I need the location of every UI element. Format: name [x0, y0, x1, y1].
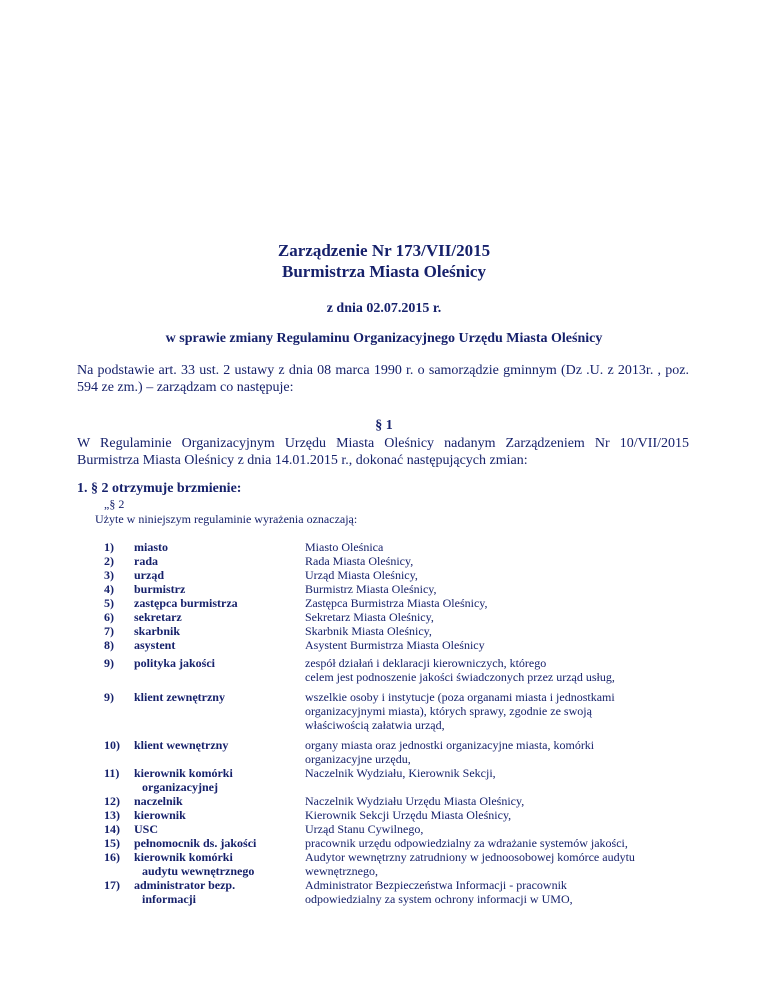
- definition-row: [104, 850, 704, 878]
- definition-term-line: skarbnik: [134, 624, 181, 638]
- definition-description-line: Rada Miasta Oleśnicy,: [305, 554, 414, 568]
- definition-term-line: audytu wewnętrznego: [142, 864, 255, 878]
- definition-description-line: celem jest podnoszenie jakości świadczonych przez urząd usług,: [305, 670, 615, 684]
- definition-number: 15): [104, 836, 120, 850]
- definition-term-line: klient wewnętrzny: [134, 738, 229, 752]
- definition-term-line: USC: [134, 822, 159, 836]
- definition-term-line: miasto: [134, 540, 168, 554]
- definition-description: [305, 624, 704, 638]
- definition-term-line: kierownik komórki: [134, 766, 233, 780]
- definition-description-line: właściwością załatwia urząd,: [305, 718, 445, 732]
- document-date: z dnia 02.07.2015 r.: [326, 301, 442, 316]
- definition-term: [134, 624, 305, 638]
- definition-description: [305, 596, 704, 610]
- definition-term-line: pełnomocnik ds. jakości: [134, 836, 257, 850]
- definition-description-line: Burmistrz Miasta Oleśnicy,: [305, 582, 437, 596]
- definition-term: [134, 690, 305, 732]
- definition-description-line: Naczelnik Wydziału, Kierownik Sekcji,: [305, 766, 496, 780]
- definition-row: [104, 582, 704, 596]
- definition-row: [104, 610, 704, 624]
- definition-term-line: rada: [134, 554, 158, 568]
- definition-number: 5): [104, 596, 114, 610]
- definition-term: [134, 568, 305, 582]
- item-1-quote: „§ 2: [104, 497, 125, 511]
- definition-description: [305, 690, 704, 732]
- definition-description: [305, 738, 704, 766]
- definition-number: 11): [104, 766, 120, 780]
- definition-term-line: naczelnik: [134, 794, 183, 808]
- definition-term-line: asystent: [134, 638, 176, 652]
- definition-number: 7): [104, 624, 114, 638]
- definition-term-line: zastępca burmistrza: [134, 596, 238, 610]
- definition-term-line: klient zewnętrzny: [134, 690, 225, 704]
- definition-description-line: Naczelnik Wydziału Urzędu Miasta Oleśnicy,: [305, 794, 525, 808]
- definition-row: [104, 690, 704, 732]
- definition-row: [104, 554, 704, 568]
- definition-term: [134, 596, 305, 610]
- definition-number: 12): [104, 794, 120, 808]
- definition-description-line: wszelkie osoby i instytucje (poza organami miasta i jednostkami: [305, 690, 615, 704]
- definition-number: 14): [104, 822, 120, 836]
- definition-term-line: urząd: [134, 568, 164, 582]
- definition-term: [134, 766, 305, 794]
- section-1-heading: § 1: [375, 418, 393, 433]
- definition-term-line: administrator bezp.: [134, 878, 236, 892]
- definition-term: [134, 540, 305, 554]
- definition-description-line: zespół działań i deklaracji kierowniczych, którego: [305, 656, 547, 670]
- definition-number: 9): [104, 656, 114, 670]
- definition-row: [104, 794, 704, 808]
- definition-description: [305, 850, 704, 878]
- item-1-lead: Użyte w niniejszym regulaminie wyrażenia oznaczają:: [95, 512, 358, 526]
- definition-number: 3): [104, 568, 114, 582]
- definition-term: [134, 582, 305, 596]
- definition-description: [305, 540, 704, 554]
- definition-description-line: odpowiedzialny za system ochrony informacji w UMO,: [305, 892, 573, 906]
- intro-paragraph: Na podstawie art. 33 ust. 2 ustawy z dnia 08 marca 1990 r. o samorządzie gminnym (Dz .U. z 2013r. , poz. 594 ze zm.) – zarządzam co następuje:: [77, 363, 689, 395]
- definition-term: [134, 638, 305, 652]
- definition-term: [134, 808, 305, 822]
- definition-description-line: Urząd Stanu Cywilnego,: [305, 822, 424, 836]
- definition-row: [104, 878, 704, 906]
- definition-description: [305, 568, 704, 582]
- definition-description-line: Zastępca Burmistrza Miasta Oleśnicy,: [305, 596, 488, 610]
- definition-term-line: burmistrz: [134, 582, 186, 596]
- definition-description: [305, 822, 704, 836]
- definition-term: [134, 610, 305, 624]
- definition-description: [305, 582, 704, 596]
- definition-number: 6): [104, 610, 114, 624]
- definition-row: [104, 822, 704, 836]
- definition-term: [134, 738, 305, 766]
- definition-description-line: Asystent Burmistrza Miasta Oleśnicy: [305, 638, 485, 652]
- definition-description-line: Administrator Bezpieczeństwa Informacji - pracownik: [305, 878, 567, 892]
- definition-description-line: organy miasta oraz jednostki organizacyjne miasta, komórki: [305, 738, 595, 752]
- definition-number: 16): [104, 850, 120, 864]
- definition-term: [134, 794, 305, 808]
- definition-number: 2): [104, 554, 114, 568]
- definition-term-line: informacji: [142, 892, 196, 906]
- definition-description: [305, 836, 704, 850]
- definition-term: [134, 878, 305, 906]
- document-issuer: Burmistrza Miasta Oleśnicy: [282, 262, 486, 281]
- definition-number: 17): [104, 878, 120, 892]
- definition-number: 4): [104, 582, 114, 596]
- definition-description-line: wewnętrznego,: [305, 864, 378, 878]
- definition-number: 10): [104, 738, 120, 752]
- definition-term: [134, 850, 305, 878]
- definition-term: [134, 656, 305, 684]
- definition-term: [134, 822, 305, 836]
- definition-description-line: Sekretarz Miasta Oleśnicy,: [305, 610, 434, 624]
- definition-row: [104, 638, 704, 652]
- definition-description: [305, 656, 704, 684]
- definition-term-line: sekretarz: [134, 610, 182, 624]
- definition-description-line: organizacyjne urzędu,: [305, 752, 411, 766]
- definition-number: 8): [104, 638, 114, 652]
- definition-row: [104, 568, 704, 582]
- definition-row: [104, 624, 704, 638]
- definition-row: [104, 596, 704, 610]
- definition-description-line: Miasto Oleśnica: [305, 540, 384, 554]
- section-1-text: W Regulaminie Organizacyjnym Urzędu Miasta Oleśnicy nadanym Zarządzeniem Nr 10/VII/2015 Burmistrza Miasta Oleśnicy z dnia 14.01.2015 r., dokonać następujących zmian:: [77, 436, 689, 468]
- definition-description-line: pracownik urzędu odpowiedzialny za wdrażanie systemów jakości,: [305, 836, 628, 850]
- definition-row: [104, 836, 704, 850]
- document-title: Zarządzenie Nr 173/VII/2015: [277, 241, 491, 260]
- definition-row: [104, 738, 704, 766]
- definition-description-line: organizacyjnymi miasta), których sprawy, zgodnie ze swoją: [305, 704, 592, 718]
- definition-description-line: Skarbnik Miasta Oleśnicy,: [305, 624, 432, 638]
- definition-term-line: kierownik komórki: [134, 850, 233, 864]
- definition-row: [104, 540, 704, 554]
- definition-row: [104, 766, 704, 794]
- definition-description-line: Urząd Miasta Oleśnicy,: [305, 568, 418, 582]
- definition-description: [305, 610, 704, 624]
- definition-description: [305, 766, 704, 794]
- definition-description: [305, 554, 704, 568]
- definition-term-line: polityka jakości: [134, 656, 216, 670]
- definition-description-line: Audytor wewnętrzny zatrudniony w jednoosobowej komórce audytu: [305, 850, 635, 864]
- document-subject: w sprawie zmiany Regulaminu Organizacyjnego Urzędu Miasta Oleśnicy: [165, 331, 603, 346]
- definition-description: [305, 878, 704, 906]
- definition-row: [104, 808, 704, 822]
- definition-description: [305, 794, 704, 808]
- definition-number: 1): [104, 540, 114, 554]
- definition-description: [305, 638, 704, 652]
- definition-term-line: kierownik: [134, 808, 186, 822]
- definition-term: [134, 836, 305, 850]
- definition-row: [104, 656, 704, 684]
- definition-term-line: organizacyjnej: [142, 780, 218, 794]
- definition-number: 13): [104, 808, 120, 822]
- item-1-heading: 1. § 2 otrzymuje brzmienie:: [77, 481, 242, 496]
- definition-number: 9): [104, 690, 114, 704]
- definition-term: [134, 554, 305, 568]
- definition-description-line: Kierownik Sekcji Urzędu Miasta Oleśnicy,: [305, 808, 512, 822]
- definition-description: [305, 808, 704, 822]
- definitions-list: [104, 540, 704, 906]
